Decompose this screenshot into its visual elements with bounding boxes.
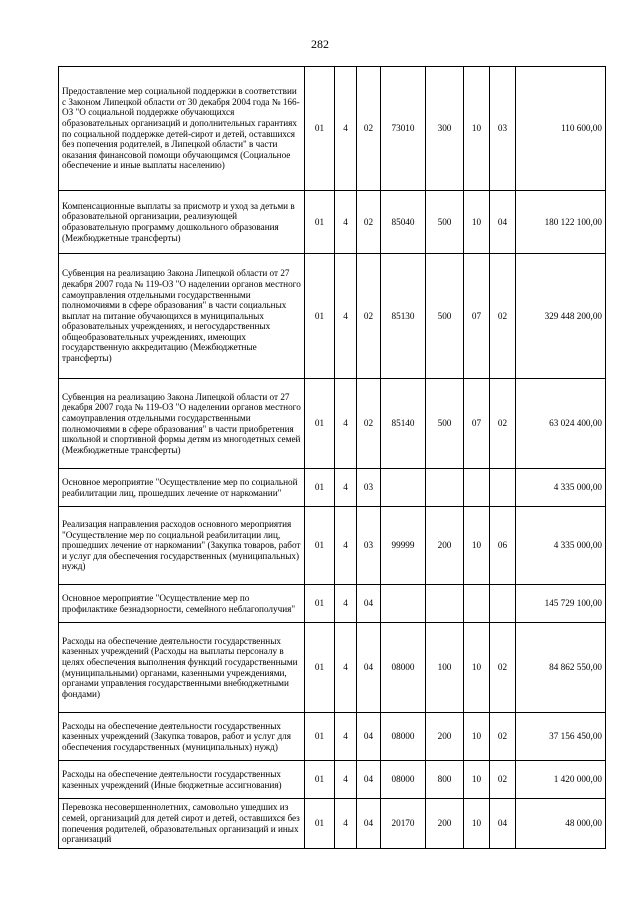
table-row [59, 67, 606, 191]
table-row [59, 623, 606, 713]
amount: 84 862 550,00 [516, 623, 606, 713]
subprogram-code: 4 [335, 254, 357, 379]
activity-code: 04 [357, 713, 381, 761]
direction-code: 85040 [381, 191, 426, 254]
activity-code: 04 [357, 623, 381, 713]
subprogram-code: 4 [335, 799, 357, 849]
subsection-code [490, 469, 516, 507]
direction-code: 20170 [381, 799, 426, 849]
expense-type-code [426, 585, 464, 623]
expense-type-code: 200 [426, 507, 464, 585]
row-description: Перевозка несовершеннолетних, самовольно ушедших из семей, организаций для детей сирот и детей, оставшихся без попечения родителей, образовательных организаций и иных организаций [59, 799, 305, 849]
section-code: 10 [464, 507, 490, 585]
section-code [464, 469, 490, 507]
page-number: 282 [311, 37, 329, 51]
amount: 63 024 400,00 [516, 379, 606, 469]
table-row [59, 469, 606, 507]
activity-code: 04 [357, 799, 381, 849]
expense-type-code: 300 [426, 67, 464, 191]
program-code: 01 [305, 254, 335, 379]
subprogram-code: 4 [335, 761, 357, 799]
program-code: 01 [305, 761, 335, 799]
subprogram-code: 4 [335, 623, 357, 713]
expense-type-code: 500 [426, 379, 464, 469]
program-code: 01 [305, 507, 335, 585]
table-row [59, 191, 606, 254]
direction-code: 99999 [381, 507, 426, 585]
expense-type-code [426, 469, 464, 507]
subsection-code: 04 [490, 799, 516, 849]
amount: 37 156 450,00 [516, 713, 606, 761]
subprogram-code: 4 [335, 469, 357, 507]
section-code [464, 585, 490, 623]
subprogram-code: 4 [335, 191, 357, 254]
table-row [59, 507, 606, 585]
direction-code: 08000 [381, 713, 426, 761]
amount: 1 420 000,00 [516, 761, 606, 799]
section-code: 10 [464, 713, 490, 761]
row-description: Предоставление мер социальной поддержки в соответствии с Законом Липецкой области от 30 декабря 2004 года № 166-ОЗ "О социальной поддержке обучающихся образовательных организаций и дополнительных гарантиях по социальной поддержке детей-сирот и детей, оставшихся без попечения родителей, в Липецкой области" в части оказания финансовой помощи обучающимся (Социальное обеспечение и иные выплаты населению) [59, 67, 305, 191]
direction-code: 08000 [381, 761, 426, 799]
activity-code: 04 [357, 585, 381, 623]
table-row [59, 713, 606, 761]
table-row [59, 585, 606, 623]
program-code: 01 [305, 379, 335, 469]
subsection-code: 03 [490, 67, 516, 191]
row-description: Основное мероприятие "Осуществление мер по профилактике безнадзорности, семейного неблагополучия" [59, 585, 305, 623]
row-description: Субвенция на реализацию Закона Липецкой области от 27 декабря 2007 года № 119-ОЗ "О наделении органов местного самоуправления отдельными государственными полномочиями в сфере образования" в части приобретения школьной и спортивной формы детям из многодетных семей (Межбюджетные трансферты) [59, 379, 305, 469]
section-code: 07 [464, 379, 490, 469]
amount: 4 335 000,00 [516, 469, 606, 507]
activity-code: 02 [357, 379, 381, 469]
activity-code: 02 [357, 191, 381, 254]
activity-code: 03 [357, 507, 381, 585]
amount: 329 448 200,00 [516, 254, 606, 379]
amount: 110 600,00 [516, 67, 606, 191]
subprogram-code: 4 [335, 379, 357, 469]
program-code: 01 [305, 191, 335, 254]
subsection-code: 06 [490, 507, 516, 585]
subprogram-code: 4 [335, 67, 357, 191]
row-description: Реализация направления расходов основного мероприятия "Осуществление мер по социальной реабилитации лиц, прошедших лечение от наркомании" (Закупка товаров, работ и услуг для обеспечения государственных (муниципальных) нужд) [59, 507, 305, 585]
activity-code: 02 [357, 254, 381, 379]
row-description: Субвенция на реализацию Закона Липецкой области от 27 декабря 2007 года № 119-ОЗ "О наделении органов местного самоуправления отдельными государственными полномочиями в сфере образования" в части социальных выплат на питание обучающихся в муниципальных образовательных учреждениях, и негосударственных общеобразовательных учреждениях, имеющих государственную аккредитацию (Межбюджетные трансферты) [59, 254, 305, 379]
subprogram-code: 4 [335, 585, 357, 623]
row-description: Компенсационные выплаты за присмотр и уход за детьми в образовательной организации, реализующей образовательную программу дошкольного образования (Межбюджетные трансферты) [59, 191, 305, 254]
activity-code: 04 [357, 761, 381, 799]
subsection-code [490, 585, 516, 623]
direction-code: 85130 [381, 254, 426, 379]
amount: 145 729 100,00 [516, 585, 606, 623]
section-code: 10 [464, 623, 490, 713]
expense-type-code: 200 [426, 799, 464, 849]
expense-type-code: 500 [426, 191, 464, 254]
amount: 4 335 000,00 [516, 507, 606, 585]
direction-code: 08000 [381, 623, 426, 713]
section-code: 10 [464, 191, 490, 254]
budget-table [58, 66, 606, 849]
expense-type-code: 100 [426, 623, 464, 713]
direction-code [381, 469, 426, 507]
section-code: 10 [464, 67, 490, 191]
section-code: 10 [464, 799, 490, 849]
activity-code: 02 [357, 67, 381, 191]
direction-code: 73010 [381, 67, 426, 191]
subprogram-code: 4 [335, 507, 357, 585]
program-code: 01 [305, 799, 335, 849]
subsection-code: 02 [490, 713, 516, 761]
subsection-code: 02 [490, 761, 516, 799]
subsection-code: 04 [490, 191, 516, 254]
expense-type-code: 800 [426, 761, 464, 799]
subsection-code: 02 [490, 254, 516, 379]
activity-code: 03 [357, 469, 381, 507]
row-description: Расходы на обеспечение деятельности государственных казенных учреждений (Иные бюджетные ассигнования) [59, 761, 305, 799]
table-row [59, 761, 606, 799]
expense-type-code: 500 [426, 254, 464, 379]
subsection-code: 02 [490, 623, 516, 713]
program-code: 01 [305, 585, 335, 623]
table-row [59, 379, 606, 469]
subsection-code: 02 [490, 379, 516, 469]
expense-type-code: 200 [426, 713, 464, 761]
amount: 180 122 100,00 [516, 191, 606, 254]
amount: 48 000,00 [516, 799, 606, 849]
program-code: 01 [305, 713, 335, 761]
table-row [59, 799, 606, 849]
row-description: Основное мероприятие "Осуществление мер по социальной реабилитации лиц, прошедших лечение от наркомании" [59, 469, 305, 507]
section-code: 10 [464, 761, 490, 799]
direction-code: 85140 [381, 379, 426, 469]
row-description: Расходы на обеспечение деятельности государственных казенных учреждений (Расходы на выплаты персоналу в целях обеспечения выполнения функций государственными (муниципальными) органами, казенными учреждениями, органами управления государственными внебюджетными фондами) [59, 623, 305, 713]
program-code: 01 [305, 469, 335, 507]
section-code: 07 [464, 254, 490, 379]
subprogram-code: 4 [335, 713, 357, 761]
table-row [59, 254, 606, 379]
program-code: 01 [305, 623, 335, 713]
row-description: Расходы на обеспечение деятельности государственных казенных учреждений (Закупка товаров, работ и услуг для обеспечения государственных (муниципальных) нужд) [59, 713, 305, 761]
program-code: 01 [305, 67, 335, 191]
direction-code [381, 585, 426, 623]
